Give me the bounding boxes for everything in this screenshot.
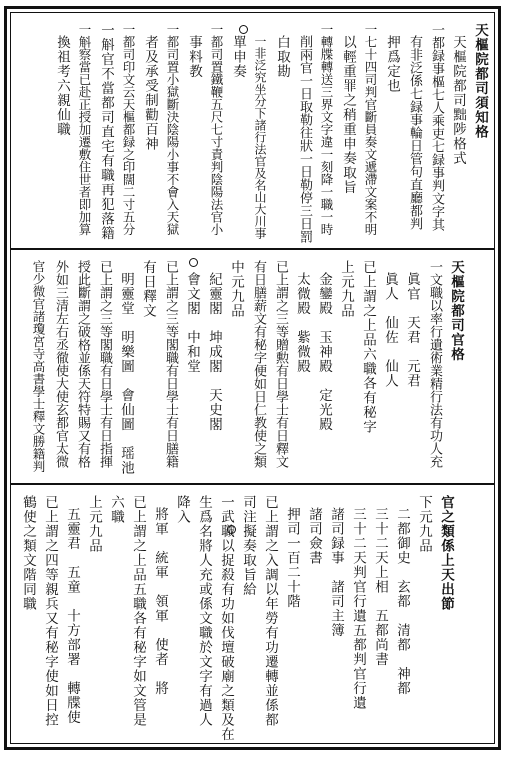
text-column: 上元九品	[338, 260, 354, 318]
text-column: 三十二天上相 五都尚書	[372, 507, 388, 667]
text-column: 紀靈閣 坤成閣 天史閣	[206, 272, 222, 432]
text-column: 會文閣 中和堂	[184, 272, 200, 374]
text-column: 降入	[174, 495, 190, 524]
text-column: 一轉牒轉送三界文字違一刻降一職一時	[319, 23, 334, 236]
text-column: 天樞院都司黜陟格式	[450, 35, 466, 166]
text-column: 官少微官諸瓊宮寺高書學士釋文勝籍判	[31, 260, 46, 473]
panel-top	[11, 13, 494, 247]
text-column: 金鑾殿 玉神殿 定光殿	[316, 272, 332, 432]
text-column: 一斛官不當都司直宅有職再犯落籍	[98, 23, 114, 241]
text-column: 押爲定也	[384, 35, 400, 93]
text-column: 明靈堂 明樂圖 會仙圖 瑶池	[118, 272, 134, 475]
text-column: 換祖考六親仙職	[54, 35, 70, 137]
circle-mark	[189, 258, 198, 267]
text-column: 一七十四司判官斷員奏文遞滯文案不明	[363, 23, 378, 236]
text-column: 有日膳薪文有秘字便如日仁教使之類	[251, 260, 266, 468]
text-column: 眞官 天君 元君	[404, 272, 420, 388]
text-column: 授此斷謂之破格並係天符特賜又有格	[75, 260, 90, 468]
text-column: 中元九品	[228, 260, 244, 318]
text-column: 事料教	[186, 35, 202, 79]
text-column: 已上謂之三等閣職有日學士有日指揮	[97, 260, 112, 468]
text-column: 押司一百二十階	[284, 507, 300, 609]
text-column: 鶴使之類文階同職	[20, 495, 36, 611]
text-column: 以輕重罪之稍重申奏取旨	[340, 35, 356, 195]
text-column: 已上謂之入調以年勞有功遷轉並係都	[262, 495, 278, 727]
inner-frame	[10, 12, 495, 744]
text-column: 六職	[108, 495, 124, 524]
text-column: 一都司置鐵鞭五尺七寸責判陰陽法官小	[209, 23, 224, 236]
panel-bottom	[11, 483, 494, 747]
text-column: 上元九品	[86, 495, 102, 553]
text-column: 司注擬奏取旨給	[240, 495, 256, 597]
text-column: 有非泛係七録事輪日管句直廳都判	[407, 35, 422, 230]
text-column: 一文職以率行遺術業精行法有功人充	[427, 260, 442, 468]
text-column: 將軍 統軍 領軍 使者 將	[152, 507, 168, 696]
text-column: 天樞院都司須知格	[472, 23, 488, 139]
text-column: 一都司置小獄斷決陰陽小事不會入天獄	[165, 23, 180, 236]
text-column: 已上謂之三等閣職有日學士有日膳籍	[163, 260, 178, 468]
text-column: 一斛察當已赴正授加遷敷住世者即加算	[77, 23, 92, 236]
text-column: 生爲名將人充或係文職於文字有過人	[196, 495, 212, 727]
circle-mark	[227, 525, 236, 534]
text-column: 一都録事樞七人乘吏七録事判文字其	[429, 23, 444, 231]
text-column: 太微殿 紫微殿	[294, 272, 310, 374]
text-column: 天樞院都司官格	[448, 260, 464, 362]
circle-mark	[239, 25, 248, 34]
text-column: 五靈君 五童 十方部署 轉牒使	[64, 507, 80, 725]
text-column: 一武職以捉殺有功如伐壇破廟之類及在	[218, 495, 234, 742]
text-column: 眞人 仙佐 仙人	[382, 272, 398, 388]
text-column: 削兩官一日取勒往狀一日勒停三日罰	[297, 35, 312, 243]
text-column: 一非泛究坐分下諸行法官及名山大川事	[253, 35, 267, 239]
text-column: 官之類係上天出節	[438, 495, 454, 611]
text-column: 已上謂之上品六職各有秘字	[360, 260, 376, 434]
text-column: 有日釋文	[140, 260, 156, 318]
text-column: 單申奏	[230, 35, 246, 79]
text-column: 已上謂之三等贈勲有日學士有日釋文	[273, 260, 288, 468]
text-column: 二都御史 玄都 清都 神都	[394, 507, 410, 696]
text-column: 下元九品	[416, 495, 432, 553]
text-column: 者及承受制勸百神	[142, 35, 158, 151]
page-frame	[4, 6, 501, 750]
text-column: 諸司録事 諸司主簿	[328, 507, 344, 638]
text-column: 三十二天判官行遺五都判官行遺	[350, 507, 366, 710]
text-column: 已上謂之四等親兵又有秘字使如日控	[42, 495, 58, 727]
text-column: 白取勘	[274, 35, 290, 79]
panel-middle	[11, 248, 494, 483]
text-column: 諸司僉書	[306, 507, 322, 565]
text-column: 一都司印文云天樞都録之印闊二寸五分	[121, 23, 136, 236]
text-column: 已上謂之上品五職各有秘字如文管是	[130, 495, 146, 727]
text-column: 外如三清左右丞徹使大使玄都官太微	[53, 260, 68, 468]
